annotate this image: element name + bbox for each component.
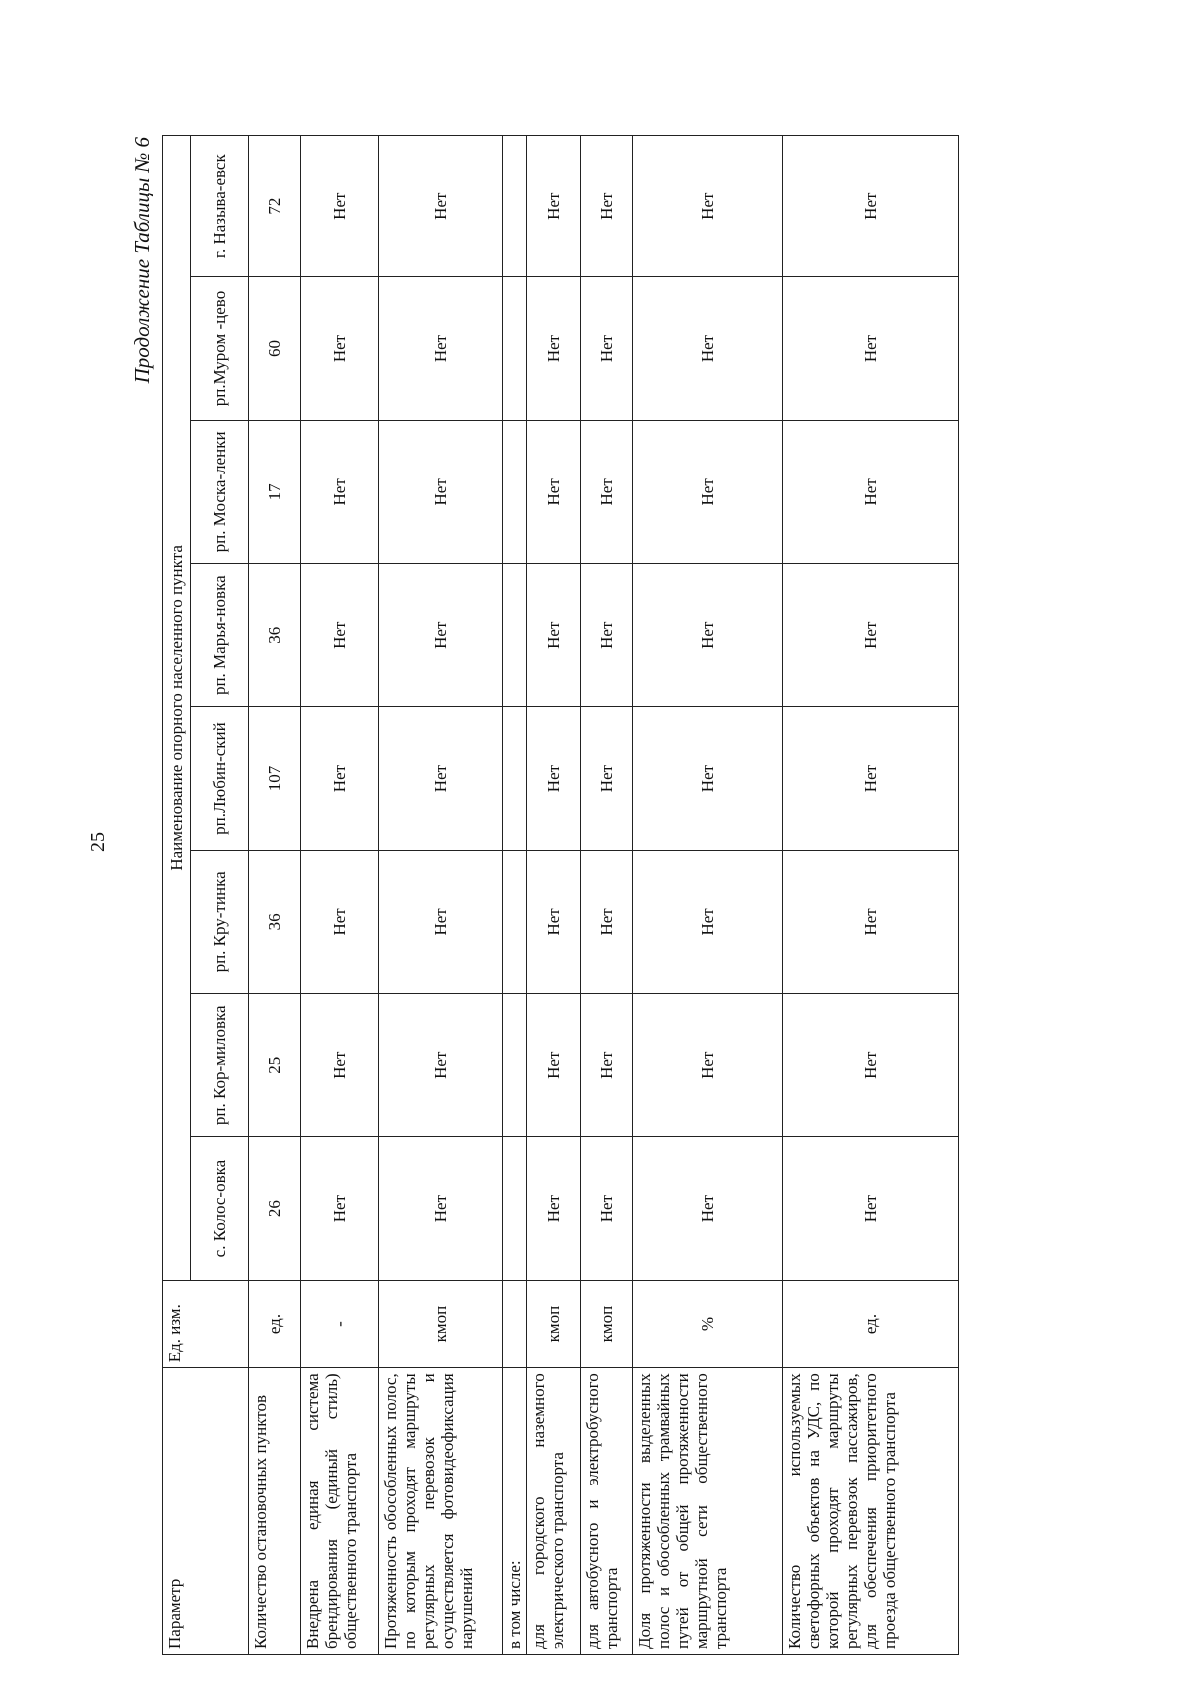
value-cell: Нет xyxy=(633,136,783,277)
unit-cell: - xyxy=(301,1280,379,1368)
value-cell: Нет xyxy=(581,850,633,993)
value-cell: Нет xyxy=(301,850,379,993)
parameter-cell: Доля протяженности выделенных полос и обособленных трамвайных путей от общей протяженности маршрутной сети общественного транспорта xyxy=(633,1368,783,1655)
unit-column-header: Ед. изм. xyxy=(163,1280,249,1368)
value-cell: Нет xyxy=(527,1137,581,1280)
value-cell: Нет xyxy=(379,850,503,993)
location-header: рп. Моска-ленки xyxy=(191,420,249,563)
value-cell: Нет xyxy=(633,994,783,1137)
value-cell: Нет xyxy=(581,420,633,563)
value-cell: Нет xyxy=(301,136,379,277)
value-cell: Нет xyxy=(783,1137,959,1280)
value-cell: Нет xyxy=(783,136,959,277)
value-cell: 60 xyxy=(249,277,301,420)
value-cell: Нет xyxy=(783,277,959,420)
value-cell xyxy=(503,420,527,563)
value-cell: 72 xyxy=(249,136,301,277)
unit-cell: ед. xyxy=(783,1280,959,1368)
value-cell xyxy=(503,850,527,993)
value-cell: Нет xyxy=(379,136,503,277)
value-cell: Нет xyxy=(379,277,503,420)
value-cell xyxy=(503,277,527,420)
value-cell: Нет xyxy=(783,707,959,850)
value-cell xyxy=(503,136,527,277)
table-row xyxy=(249,136,301,1655)
parameter-cell: Количество остановочных пунктов xyxy=(249,1368,301,1655)
value-cell: Нет xyxy=(379,994,503,1137)
value-cell: Нет xyxy=(379,1137,503,1280)
value-cell: Нет xyxy=(633,277,783,420)
rotated-table-container xyxy=(130,135,1032,1655)
value-cell: Нет xyxy=(783,994,959,1137)
value-cell: 26 xyxy=(249,1137,301,1280)
unit-cell: ед. xyxy=(249,1280,301,1368)
value-cell xyxy=(503,707,527,850)
data-table xyxy=(162,135,959,1655)
value-cell: Нет xyxy=(301,707,379,850)
value-cell: Нет xyxy=(301,420,379,563)
value-cell: Нет xyxy=(783,850,959,993)
table-header-row xyxy=(163,136,191,1655)
value-cell: Нет xyxy=(581,707,633,850)
location-header: г. Называ-евск xyxy=(191,136,249,277)
unit-cell: кмоп xyxy=(581,1280,633,1368)
value-cell: Нет xyxy=(581,564,633,707)
value-cell: Нет xyxy=(527,707,581,850)
value-cell: Нет xyxy=(633,850,783,993)
value-cell: Нет xyxy=(527,420,581,563)
value-cell: Нет xyxy=(581,1137,633,1280)
parameter-cell: Количество используемых светофорных объектов на УДС, по которой проходят маршруты регулярных перевозок пассажиров, для обеспечения приоритетного проезда общественного транспорта xyxy=(783,1368,959,1655)
table-row xyxy=(301,136,379,1655)
table-row xyxy=(527,136,581,1655)
value-cell: 36 xyxy=(249,850,301,993)
value-cell: 25 xyxy=(249,994,301,1137)
table-row xyxy=(503,136,527,1655)
location-group-header: Наименование опорного населенного пункта xyxy=(163,136,191,1281)
value-cell: Нет xyxy=(581,277,633,420)
parameter-cell: Внедрена единая система брендирования (единый стиль) общественного транспорта xyxy=(301,1368,379,1655)
location-header: рп.Любин-ский xyxy=(191,707,249,850)
table-body xyxy=(249,136,959,1655)
value-cell: Нет xyxy=(379,707,503,850)
unit-cell xyxy=(503,1280,527,1368)
value-cell: Нет xyxy=(527,850,581,993)
value-cell: Нет xyxy=(581,136,633,277)
table-row xyxy=(783,136,959,1655)
page-number: 25 xyxy=(87,832,109,852)
value-cell: Нет xyxy=(633,707,783,850)
table-row xyxy=(379,136,503,1655)
location-header: с. Колос-овка xyxy=(191,1137,249,1280)
unit-cell: кмоп xyxy=(379,1280,503,1368)
value-cell: 107 xyxy=(249,707,301,850)
table-continuation-caption: Продолжение Таблицы № 6 xyxy=(130,137,154,384)
value-cell: Нет xyxy=(301,1137,379,1280)
value-cell: Нет xyxy=(527,277,581,420)
value-cell: Нет xyxy=(783,564,959,707)
value-cell: Нет xyxy=(633,1137,783,1280)
location-header: рп. Кру-тинка xyxy=(191,850,249,993)
parameter-cell: в том числе: xyxy=(503,1368,527,1655)
unit-cell: кмоп xyxy=(527,1280,581,1368)
location-header: рп.Муром -цево xyxy=(191,277,249,420)
location-header: рп. Кор-миловка xyxy=(191,994,249,1137)
parameter-cell: Протяженность обособленных полос, по которым проходят маршруты регулярных перевозок и осуществляется фотовидеофиксация нарушений xyxy=(379,1368,503,1655)
value-cell: Нет xyxy=(301,564,379,707)
value-cell xyxy=(503,564,527,707)
value-cell xyxy=(503,1137,527,1280)
value-cell: Нет xyxy=(379,420,503,563)
param-column-header: Параметр xyxy=(163,1368,249,1655)
table-row xyxy=(633,136,783,1655)
value-cell: Нет xyxy=(581,994,633,1137)
value-cell: Нет xyxy=(301,994,379,1137)
value-cell: Нет xyxy=(379,564,503,707)
table-row xyxy=(581,136,633,1655)
value-cell: Нет xyxy=(633,564,783,707)
value-cell: Нет xyxy=(527,136,581,277)
value-cell: Нет xyxy=(527,564,581,707)
value-cell: Нет xyxy=(301,277,379,420)
unit-cell: % xyxy=(633,1280,783,1368)
value-cell xyxy=(503,994,527,1137)
value-cell: 36 xyxy=(249,564,301,707)
value-cell: Нет xyxy=(783,420,959,563)
location-header: рп. Марья-новка xyxy=(191,564,249,707)
parameter-cell: для автобусного и электробусного транспорта xyxy=(581,1368,633,1655)
value-cell: Нет xyxy=(633,420,783,563)
value-cell: Нет xyxy=(527,994,581,1137)
value-cell: 17 xyxy=(249,420,301,563)
parameter-cell: для городского наземного электрического транспорта xyxy=(527,1368,581,1655)
